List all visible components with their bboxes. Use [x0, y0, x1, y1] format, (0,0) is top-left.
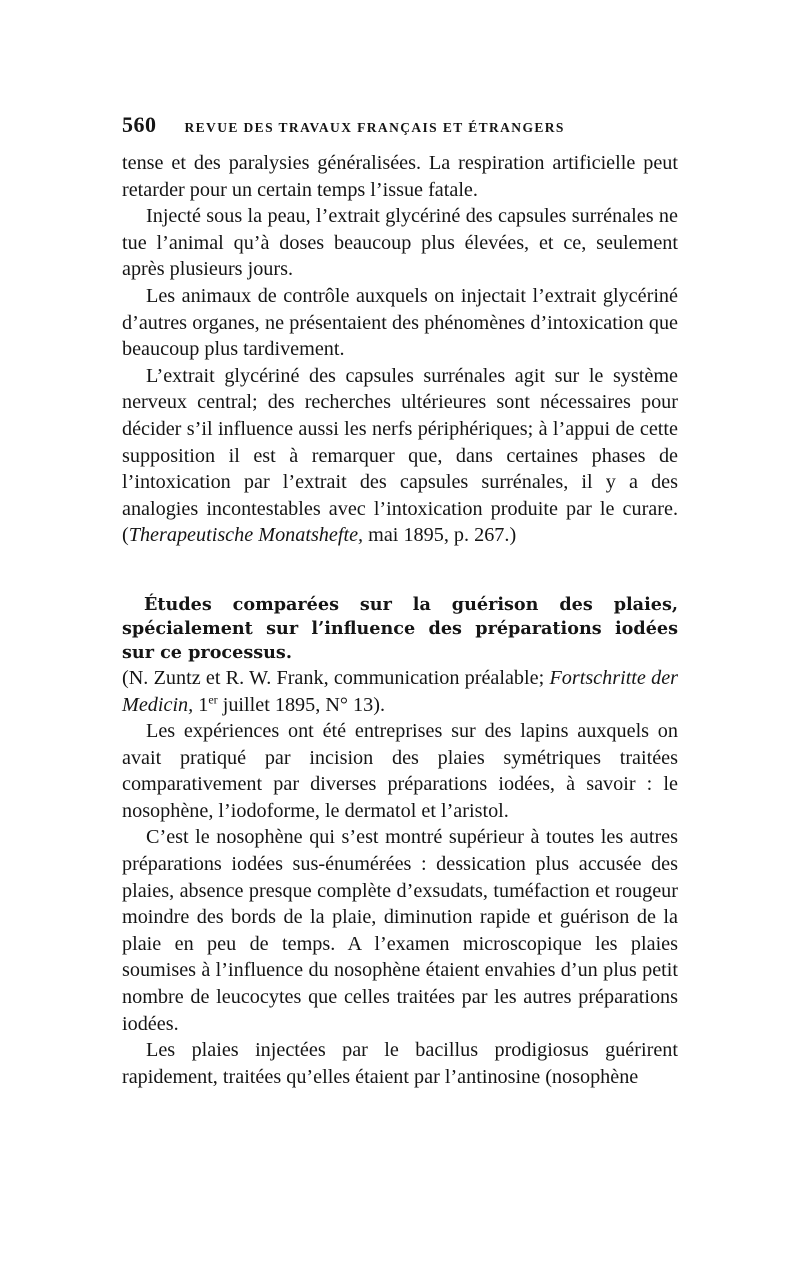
reference-journal: Fortschritte der Medicin, [122, 666, 679, 716]
page-number: 560 [122, 112, 157, 137]
reference-authors: (N. Zuntz et R. W. Frank, communication préalable; [122, 666, 550, 689]
article-reference [122, 665, 678, 718]
source-date: mai 1895, p. 267.) [363, 524, 517, 547]
paragraph-control-animals: Les animaux de contrôle auxquels on injectait l’extrait glycériné d’autres organes, ne présentaient des phénomènes d’intoxication que beaucoup plus tardivement. [122, 284, 678, 361]
paragraph-injection: Injecté sous la peau, l’extrait glycériné des capsules surrénales ne tue l’animal qu’à doses beaucoup plus élevées, et ce, seulement après plusieurs jours. [122, 205, 678, 281]
paragraph-prodigiosus: Les plaies injectées par le bacillus prodigiosus guérirent rapidement, traitées qu’elles étaient par l’antinosine (nosophène [122, 1039, 678, 1088]
reference-day: 1 [193, 693, 209, 716]
reference-day-sup: er [208, 691, 218, 706]
running-head [122, 112, 678, 146]
paragraph-continuation: tense et des paralysies généralisées. La respiration artificielle peut retarder pour un certain temps l’issue fatale. [122, 152, 678, 201]
source-journal: Therapeutische Monatshefte, [128, 524, 364, 547]
journal-title: REVUE DES TRAVAUX FRANÇAIS ET ÉTRANGERS [184, 120, 565, 135]
reference-rest: juillet 1895, N° 13). [217, 693, 385, 716]
nervous-system-text: L’extrait glycériné des capsules surrénales agit sur le système nerveux central; des recherches ultérieures sont nécessaires pour décider s’il influence aussi les nerfs périphériques; à l’appui de cette supposition il est à remarquer que, dans certaines phases de l’intoxication par l’extrait des capsules surrénales, il y a des analogies incontestables avec l’intoxication produite par le curare. ( [122, 364, 678, 547]
paragraph-experiments: Les expériences ont été entreprises sur des lapins auxquels on avait pratiqué par incision des plaies symétriques traitées comparativement par diverses préparations iodées, à savoir : le nosophène, l’iodoforme, le dermatol et l’aristol. [122, 720, 678, 822]
paragraph-nervous-system [122, 363, 678, 549]
article-title: Études comparées sur la guérison des plaies, spécialement sur l’influence des préparations iodées sur ce processus. [122, 593, 678, 663]
section-gap [122, 549, 678, 593]
paragraph-nosophene-results: C’est le nosophène qui s’est montré supérieur à toutes les autres préparations iodées sus-énumérées : dessication plus accusée des plaies, absence presque complète d’exsudats, tuméfaction et rougeur moindre des bords de la plaie, diminution rapide et guérison de la plaie en peu de temps. A l’examen microscopique les plaies soumises à l’influence du nosophène étaient envahies d’un plus petit nombre de leucocytes que celles traitées par les autres préparations iodées. [122, 826, 678, 1035]
page [122, 112, 678, 1090]
